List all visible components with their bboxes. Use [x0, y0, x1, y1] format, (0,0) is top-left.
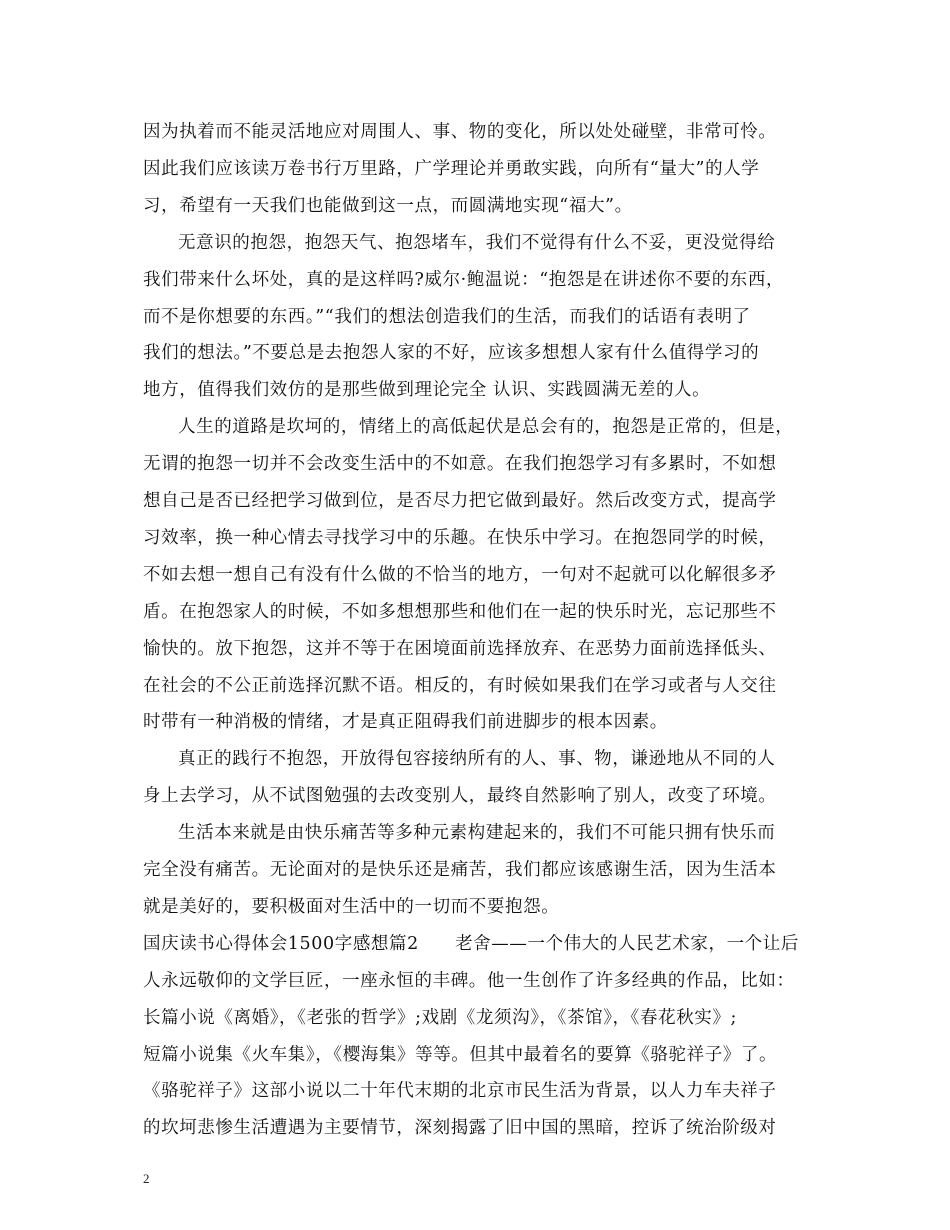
- body-text-line: 的坎坷悲惨生活遭遇为主要情节，深刻揭露了旧中国的黑暗，控诉了统治阶级对: [143, 1118, 777, 1138]
- body-text-line: 生活本来就是由快乐痛苦等多种元素构建起来的，我们不可能只拥有快乐而: [178, 823, 776, 843]
- page-number: 2: [143, 1171, 150, 1186]
- body-text-line: 盾。在抱怨家人的时候，不如多想想那些和他们在一起的快乐时光，忘记那些不: [143, 602, 777, 622]
- body-text-line: 因为执着而不能灵活地应对周围人、事、物的变化，所以处处碰壁，非常可怜。: [143, 122, 777, 142]
- body-text-line: 短篇小说集《火车集》，《樱海集》等等。但其中最着名的要算《骆驼祥子》了。: [143, 1045, 778, 1065]
- body-text-line: 完全没有痛苦。无论面对的是快乐还是痛苦，我们都应该感谢生活，因为生活本: [143, 860, 777, 880]
- body-text-line: 就是美好的，要积极面对生活中的一切而不要抱怨。: [143, 897, 560, 917]
- body-text-line: 身上去学习，从不试图勉强的去改变别人，最终自然影响了别人，改变了环境。: [143, 786, 777, 806]
- body-text-line: 不如去想一想自己有没有什么做的不恰当的地方，一句对不起就可以化解很多矛: [143, 565, 777, 585]
- body-text-line: 在社会的不公正前选择沉默不语。相反的，有时候如果我们在学习或者与人交往: [143, 676, 777, 696]
- body-text-line: 《骆驼祥子》这部小说以二十年代末期的北京市民生活为背景，以人力车夫祥子: [143, 1081, 777, 1101]
- body-text-line: 我们的想法。”不要总是去抱怨人家的不好，应该多想想人家有什么值得学习的: [143, 343, 760, 363]
- body-text-line: 愉快的。放下抱怨，这并不等于在困境面前选择放弃、在恶势力面前选择低头、: [143, 639, 777, 659]
- body-text-line: 真正的践行不抱怨，开放得包容接纳所有的人、事、物，谦逊地从不同的人: [178, 749, 776, 769]
- body-text-line: 习效率，换一种心情去寻找学习中的乐趣。在快乐中学习。在抱怨同学的时候，: [143, 528, 777, 548]
- body-text-line: 人永远敬仰的文学巨匠，一座永恒的丰碑。他一生创作了许多经典的作品，比如：: [143, 971, 795, 991]
- body-text-line: 想自己是否已经把学习做到位，是否尽力把它做到最好。然后改变方式，提高学: [143, 491, 777, 511]
- body-text-line: 人生的道路是坎坷的，情绪上的高低起伏是总会有的，抱怨是正常的，但是，: [178, 417, 794, 437]
- section-heading-line: 国庆读书心得体会1500字感想篇2 老舍——一个伟大的人民艺术家，一个让后: [143, 934, 799, 954]
- body-text-line: 时带有一种消极的情绪，才是真正阻碍我们前进脚步的根本因素。: [143, 712, 668, 732]
- body-text-line: 无意识的抱怨，抱怨天气、抱怨堵车，我们不觉得有什么不妥，更没觉得给: [178, 233, 776, 253]
- body-text-line: 地方，值得我们效仿的是那些做到理论完全 认识、实践圆满无差的人。: [143, 380, 711, 400]
- body-text-line: 无谓的抱怨一切并不会改变生活中的不如意。在我们抱怨学习有多累时，不如想: [143, 454, 777, 474]
- body-text-line: 因此我们应该读万卷书行万里路，广学理论并勇敢实践，向所有“量大”的人学: [143, 159, 760, 179]
- body-text-line: 我们带来什么坏处，真的是这样吗?威尔·鲍温说：“抱怨是在讲述你不要的东西，: [143, 270, 785, 290]
- body-text-line: 习，希望有一天我们也能做到这一点，而圆满地实现“福大”。: [143, 196, 633, 216]
- body-text-line: 而不是你想要的东西。”“我们的想法创造我们的生活，而我们的话语有表明了: [143, 307, 751, 327]
- body-text-line: 长篇小说《离婚》，《老张的哲学》;戏剧《龙须沟》，《茶馆》，《春花秋实》;: [143, 1008, 737, 1028]
